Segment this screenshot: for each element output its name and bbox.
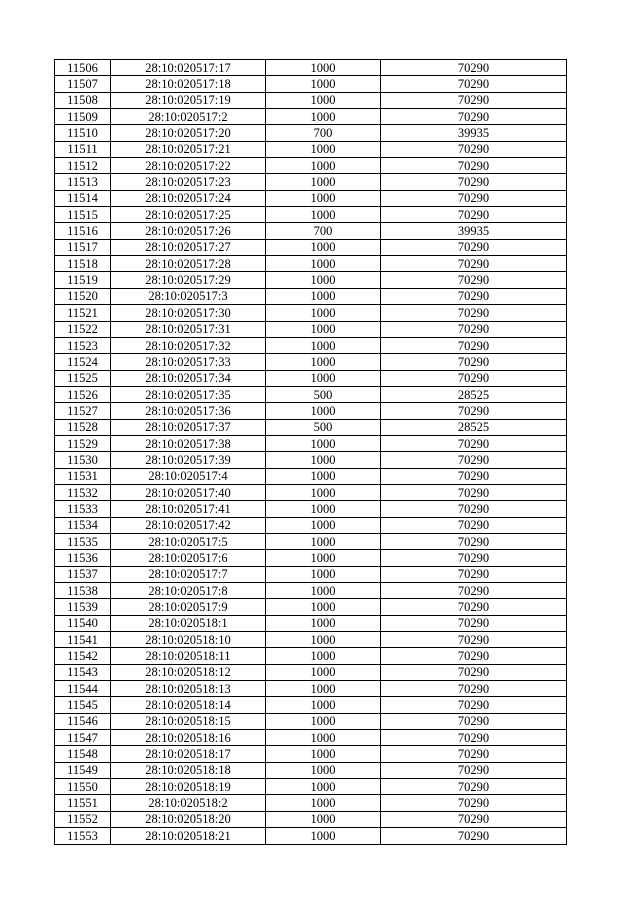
area-cell: 1000 xyxy=(266,76,381,92)
value-cell: 70290 xyxy=(381,468,567,484)
value-cell: 28525 xyxy=(381,386,567,402)
row-number-cell: 11544 xyxy=(55,681,111,697)
area-cell: 1000 xyxy=(266,109,381,125)
area-cell: 1000 xyxy=(266,256,381,272)
row-number-cell: 11525 xyxy=(55,370,111,386)
table-row xyxy=(55,730,567,746)
area-cell: 1000 xyxy=(266,615,381,631)
cadastral-number-cell: 28:10:020518:13 xyxy=(111,681,266,697)
cadastral-number-cell: 28:10:020518:1 xyxy=(111,615,266,631)
cadastral-number-cell: 28:10:020517:35 xyxy=(111,386,266,402)
area-cell: 1000 xyxy=(266,517,381,533)
table-row xyxy=(55,125,567,141)
row-number-cell: 11535 xyxy=(55,533,111,549)
table-row xyxy=(55,795,567,811)
area-cell: 1000 xyxy=(266,811,381,827)
value-cell: 70290 xyxy=(381,779,567,795)
area-cell: 1000 xyxy=(266,550,381,566)
table-row xyxy=(55,190,567,206)
row-number-cell: 11527 xyxy=(55,403,111,419)
area-cell: 1000 xyxy=(266,337,381,353)
row-number-cell: 11530 xyxy=(55,452,111,468)
area-cell: 1000 xyxy=(266,713,381,729)
row-number-cell: 11552 xyxy=(55,811,111,827)
value-cell: 70290 xyxy=(381,730,567,746)
cadastral-number-cell: 28:10:020517:6 xyxy=(111,550,266,566)
row-number-cell: 11513 xyxy=(55,174,111,190)
row-number-cell: 11532 xyxy=(55,484,111,500)
cadastral-number-cell: 28:10:020517:28 xyxy=(111,256,266,272)
cadastral-number-cell: 28:10:020517:36 xyxy=(111,403,266,419)
row-number-cell: 11519 xyxy=(55,272,111,288)
value-cell: 28525 xyxy=(381,419,567,435)
row-number-cell: 11549 xyxy=(55,762,111,778)
area-cell: 1000 xyxy=(266,288,381,304)
value-cell: 70290 xyxy=(381,256,567,272)
table-row xyxy=(55,158,567,174)
value-cell: 70290 xyxy=(381,632,567,648)
cadastral-number-cell: 28:10:020517:30 xyxy=(111,305,266,321)
table-row xyxy=(55,468,567,484)
row-number-cell: 11506 xyxy=(55,60,111,76)
table-row xyxy=(55,386,567,402)
row-number-cell: 11545 xyxy=(55,697,111,713)
row-number-cell: 11546 xyxy=(55,713,111,729)
cadastral-number-cell: 28:10:020517:20 xyxy=(111,125,266,141)
table-row xyxy=(55,354,567,370)
row-number-cell: 11533 xyxy=(55,501,111,517)
row-number-cell: 11550 xyxy=(55,779,111,795)
row-number-cell: 11509 xyxy=(55,109,111,125)
table-row xyxy=(55,550,567,566)
cadastral-number-cell: 28:10:020517:39 xyxy=(111,452,266,468)
row-number-cell: 11524 xyxy=(55,354,111,370)
cadastral-number-cell: 28:10:020517:5 xyxy=(111,533,266,549)
value-cell: 70290 xyxy=(381,583,567,599)
area-cell: 1000 xyxy=(266,354,381,370)
row-number-cell: 11508 xyxy=(55,92,111,108)
value-cell: 70290 xyxy=(381,599,567,615)
table-row xyxy=(55,403,567,419)
cadastral-number-cell: 28:10:020517:22 xyxy=(111,158,266,174)
table-row xyxy=(55,566,567,582)
row-number-cell: 11534 xyxy=(55,517,111,533)
cadastral-number-cell: 28:10:020518:17 xyxy=(111,746,266,762)
area-cell: 1000 xyxy=(266,370,381,386)
cadastral-number-cell: 28:10:020517:32 xyxy=(111,337,266,353)
area-cell: 1000 xyxy=(266,239,381,255)
document-page xyxy=(54,59,567,845)
table-row xyxy=(55,223,567,239)
table-row xyxy=(55,452,567,468)
table-row xyxy=(55,697,567,713)
value-cell: 70290 xyxy=(381,403,567,419)
value-cell: 39935 xyxy=(381,223,567,239)
row-number-cell: 11551 xyxy=(55,795,111,811)
area-cell: 1000 xyxy=(266,533,381,549)
cadastral-number-cell: 28:10:020517:31 xyxy=(111,321,266,337)
row-number-cell: 11529 xyxy=(55,435,111,451)
value-cell: 70290 xyxy=(381,109,567,125)
cadastral-number-cell: 28:10:020517:8 xyxy=(111,583,266,599)
area-cell: 1000 xyxy=(266,452,381,468)
value-cell: 39935 xyxy=(381,125,567,141)
area-cell: 1000 xyxy=(266,158,381,174)
area-cell: 500 xyxy=(266,386,381,402)
row-number-cell: 11540 xyxy=(55,615,111,631)
area-cell: 1000 xyxy=(266,305,381,321)
cadastral-number-cell: 28:10:020518:2 xyxy=(111,795,266,811)
cadastral-number-cell: 28:10:020517:38 xyxy=(111,435,266,451)
cadastral-number-cell: 28:10:020518:19 xyxy=(111,779,266,795)
area-cell: 1000 xyxy=(266,779,381,795)
table-row xyxy=(55,484,567,500)
table-row xyxy=(55,583,567,599)
table-row xyxy=(55,828,567,844)
value-cell: 70290 xyxy=(381,713,567,729)
value-cell: 70290 xyxy=(381,517,567,533)
row-number-cell: 11507 xyxy=(55,76,111,92)
cadastral-number-cell: 28:10:020518:14 xyxy=(111,697,266,713)
table-row xyxy=(55,370,567,386)
row-number-cell: 11520 xyxy=(55,288,111,304)
row-number-cell: 11538 xyxy=(55,583,111,599)
area-cell: 1000 xyxy=(266,141,381,157)
row-number-cell: 11537 xyxy=(55,566,111,582)
table-row xyxy=(55,615,567,631)
area-cell: 1000 xyxy=(266,321,381,337)
value-cell: 70290 xyxy=(381,141,567,157)
cadastral-number-cell: 28:10:020517:25 xyxy=(111,207,266,223)
row-number-cell: 11522 xyxy=(55,321,111,337)
area-cell: 1000 xyxy=(266,566,381,582)
cadastral-number-cell: 28:10:020517:4 xyxy=(111,468,266,484)
cadastral-number-cell: 28:10:020518:20 xyxy=(111,811,266,827)
value-cell: 70290 xyxy=(381,664,567,680)
area-cell: 1000 xyxy=(266,272,381,288)
value-cell: 70290 xyxy=(381,566,567,582)
value-cell: 70290 xyxy=(381,288,567,304)
value-cell: 70290 xyxy=(381,533,567,549)
table-row xyxy=(55,632,567,648)
row-number-cell: 11521 xyxy=(55,305,111,321)
cadastral-number-cell: 28:10:020517:24 xyxy=(111,190,266,206)
cadastral-number-cell: 28:10:020517:7 xyxy=(111,566,266,582)
row-number-cell: 11516 xyxy=(55,223,111,239)
cadastral-number-cell: 28:10:020518:12 xyxy=(111,664,266,680)
row-number-cell: 11528 xyxy=(55,419,111,435)
area-cell: 1000 xyxy=(266,697,381,713)
value-cell: 70290 xyxy=(381,305,567,321)
table-row xyxy=(55,305,567,321)
row-number-cell: 11510 xyxy=(55,125,111,141)
row-number-cell: 11514 xyxy=(55,190,111,206)
value-cell: 70290 xyxy=(381,321,567,337)
area-cell: 700 xyxy=(266,223,381,239)
table-row xyxy=(55,599,567,615)
cadastral-number-cell: 28:10:020517:9 xyxy=(111,599,266,615)
table-row xyxy=(55,174,567,190)
area-cell: 1000 xyxy=(266,583,381,599)
table-row xyxy=(55,256,567,272)
row-number-cell: 11531 xyxy=(55,468,111,484)
value-cell: 70290 xyxy=(381,174,567,190)
table-row xyxy=(55,60,567,76)
value-cell: 70290 xyxy=(381,697,567,713)
value-cell: 70290 xyxy=(381,354,567,370)
cadastral-number-cell: 28:10:020517:34 xyxy=(111,370,266,386)
table-row xyxy=(55,533,567,549)
area-cell: 1000 xyxy=(266,795,381,811)
cadastral-number-cell: 28:10:020517:3 xyxy=(111,288,266,304)
value-cell: 70290 xyxy=(381,828,567,844)
value-cell: 70290 xyxy=(381,435,567,451)
table-row xyxy=(55,92,567,108)
table-row xyxy=(55,419,567,435)
cadastral-number-cell: 28:10:020517:17 xyxy=(111,60,266,76)
cadastral-number-cell: 28:10:020517:42 xyxy=(111,517,266,533)
area-cell: 1000 xyxy=(266,599,381,615)
area-cell: 1000 xyxy=(266,403,381,419)
area-cell: 1000 xyxy=(266,828,381,844)
value-cell: 70290 xyxy=(381,337,567,353)
area-cell: 1000 xyxy=(266,501,381,517)
cadastral-number-cell: 28:10:020518:21 xyxy=(111,828,266,844)
value-cell: 70290 xyxy=(381,615,567,631)
value-cell: 70290 xyxy=(381,648,567,664)
cadastral-number-cell: 28:10:020517:19 xyxy=(111,92,266,108)
area-cell: 1000 xyxy=(266,190,381,206)
table-row xyxy=(55,288,567,304)
cadastral-number-cell: 28:10:020518:10 xyxy=(111,632,266,648)
area-cell: 1000 xyxy=(266,664,381,680)
cadastral-number-cell: 28:10:020518:16 xyxy=(111,730,266,746)
cadastral-number-cell: 28:10:020518:11 xyxy=(111,648,266,664)
cadastral-number-cell: 28:10:020517:29 xyxy=(111,272,266,288)
cadastral-number-cell: 28:10:020518:15 xyxy=(111,713,266,729)
cadastral-number-cell: 28:10:020517:33 xyxy=(111,354,266,370)
cadastral-number-cell: 28:10:020517:41 xyxy=(111,501,266,517)
table-row xyxy=(55,648,567,664)
value-cell: 70290 xyxy=(381,60,567,76)
value-cell: 70290 xyxy=(381,452,567,468)
value-cell: 70290 xyxy=(381,207,567,223)
table-row xyxy=(55,239,567,255)
table-row xyxy=(55,681,567,697)
table-row xyxy=(55,272,567,288)
cadastral-number-cell: 28:10:020518:18 xyxy=(111,762,266,778)
value-cell: 70290 xyxy=(381,92,567,108)
cadastral-number-cell: 28:10:020517:23 xyxy=(111,174,266,190)
table-row xyxy=(55,321,567,337)
area-cell: 1000 xyxy=(266,730,381,746)
table-row xyxy=(55,337,567,353)
value-cell: 70290 xyxy=(381,484,567,500)
records-table-body xyxy=(55,60,567,845)
row-number-cell: 11523 xyxy=(55,337,111,353)
area-cell: 1000 xyxy=(266,60,381,76)
table-row xyxy=(55,664,567,680)
area-cell: 1000 xyxy=(266,92,381,108)
value-cell: 70290 xyxy=(381,272,567,288)
table-row xyxy=(55,109,567,125)
row-number-cell: 11515 xyxy=(55,207,111,223)
row-number-cell: 11511 xyxy=(55,141,111,157)
table-row xyxy=(55,76,567,92)
cadastral-number-cell: 28:10:020517:26 xyxy=(111,223,266,239)
area-cell: 1000 xyxy=(266,174,381,190)
row-number-cell: 11543 xyxy=(55,664,111,680)
cadastral-number-cell: 28:10:020517:2 xyxy=(111,109,266,125)
area-cell: 1000 xyxy=(266,681,381,697)
area-cell: 1000 xyxy=(266,632,381,648)
value-cell: 70290 xyxy=(381,550,567,566)
value-cell: 70290 xyxy=(381,762,567,778)
row-number-cell: 11542 xyxy=(55,648,111,664)
table-row xyxy=(55,501,567,517)
row-number-cell: 11526 xyxy=(55,386,111,402)
value-cell: 70290 xyxy=(381,76,567,92)
row-number-cell: 11547 xyxy=(55,730,111,746)
row-number-cell: 11548 xyxy=(55,746,111,762)
row-number-cell: 11553 xyxy=(55,828,111,844)
row-number-cell: 11536 xyxy=(55,550,111,566)
area-cell: 700 xyxy=(266,125,381,141)
row-number-cell: 11541 xyxy=(55,632,111,648)
value-cell: 70290 xyxy=(381,795,567,811)
table-row xyxy=(55,811,567,827)
table-row xyxy=(55,713,567,729)
value-cell: 70290 xyxy=(381,190,567,206)
area-cell: 1000 xyxy=(266,468,381,484)
table-row xyxy=(55,762,567,778)
value-cell: 70290 xyxy=(381,158,567,174)
area-cell: 1000 xyxy=(266,207,381,223)
row-number-cell: 11518 xyxy=(55,256,111,272)
records-table xyxy=(54,59,567,845)
cadastral-number-cell: 28:10:020517:27 xyxy=(111,239,266,255)
row-number-cell: 11539 xyxy=(55,599,111,615)
row-number-cell: 11512 xyxy=(55,158,111,174)
table-row xyxy=(55,779,567,795)
area-cell: 1000 xyxy=(266,484,381,500)
area-cell: 1000 xyxy=(266,648,381,664)
area-cell: 500 xyxy=(266,419,381,435)
table-row xyxy=(55,435,567,451)
value-cell: 70290 xyxy=(381,746,567,762)
cadastral-number-cell: 28:10:020517:40 xyxy=(111,484,266,500)
cadastral-number-cell: 28:10:020517:18 xyxy=(111,76,266,92)
value-cell: 70290 xyxy=(381,811,567,827)
area-cell: 1000 xyxy=(266,762,381,778)
cadastral-number-cell: 28:10:020517:21 xyxy=(111,141,266,157)
row-number-cell: 11517 xyxy=(55,239,111,255)
area-cell: 1000 xyxy=(266,435,381,451)
value-cell: 70290 xyxy=(381,239,567,255)
area-cell: 1000 xyxy=(266,746,381,762)
value-cell: 70290 xyxy=(381,681,567,697)
table-row xyxy=(55,207,567,223)
cadastral-number-cell: 28:10:020517:37 xyxy=(111,419,266,435)
value-cell: 70290 xyxy=(381,501,567,517)
table-row xyxy=(55,746,567,762)
table-row xyxy=(55,517,567,533)
table-row xyxy=(55,141,567,157)
value-cell: 70290 xyxy=(381,370,567,386)
